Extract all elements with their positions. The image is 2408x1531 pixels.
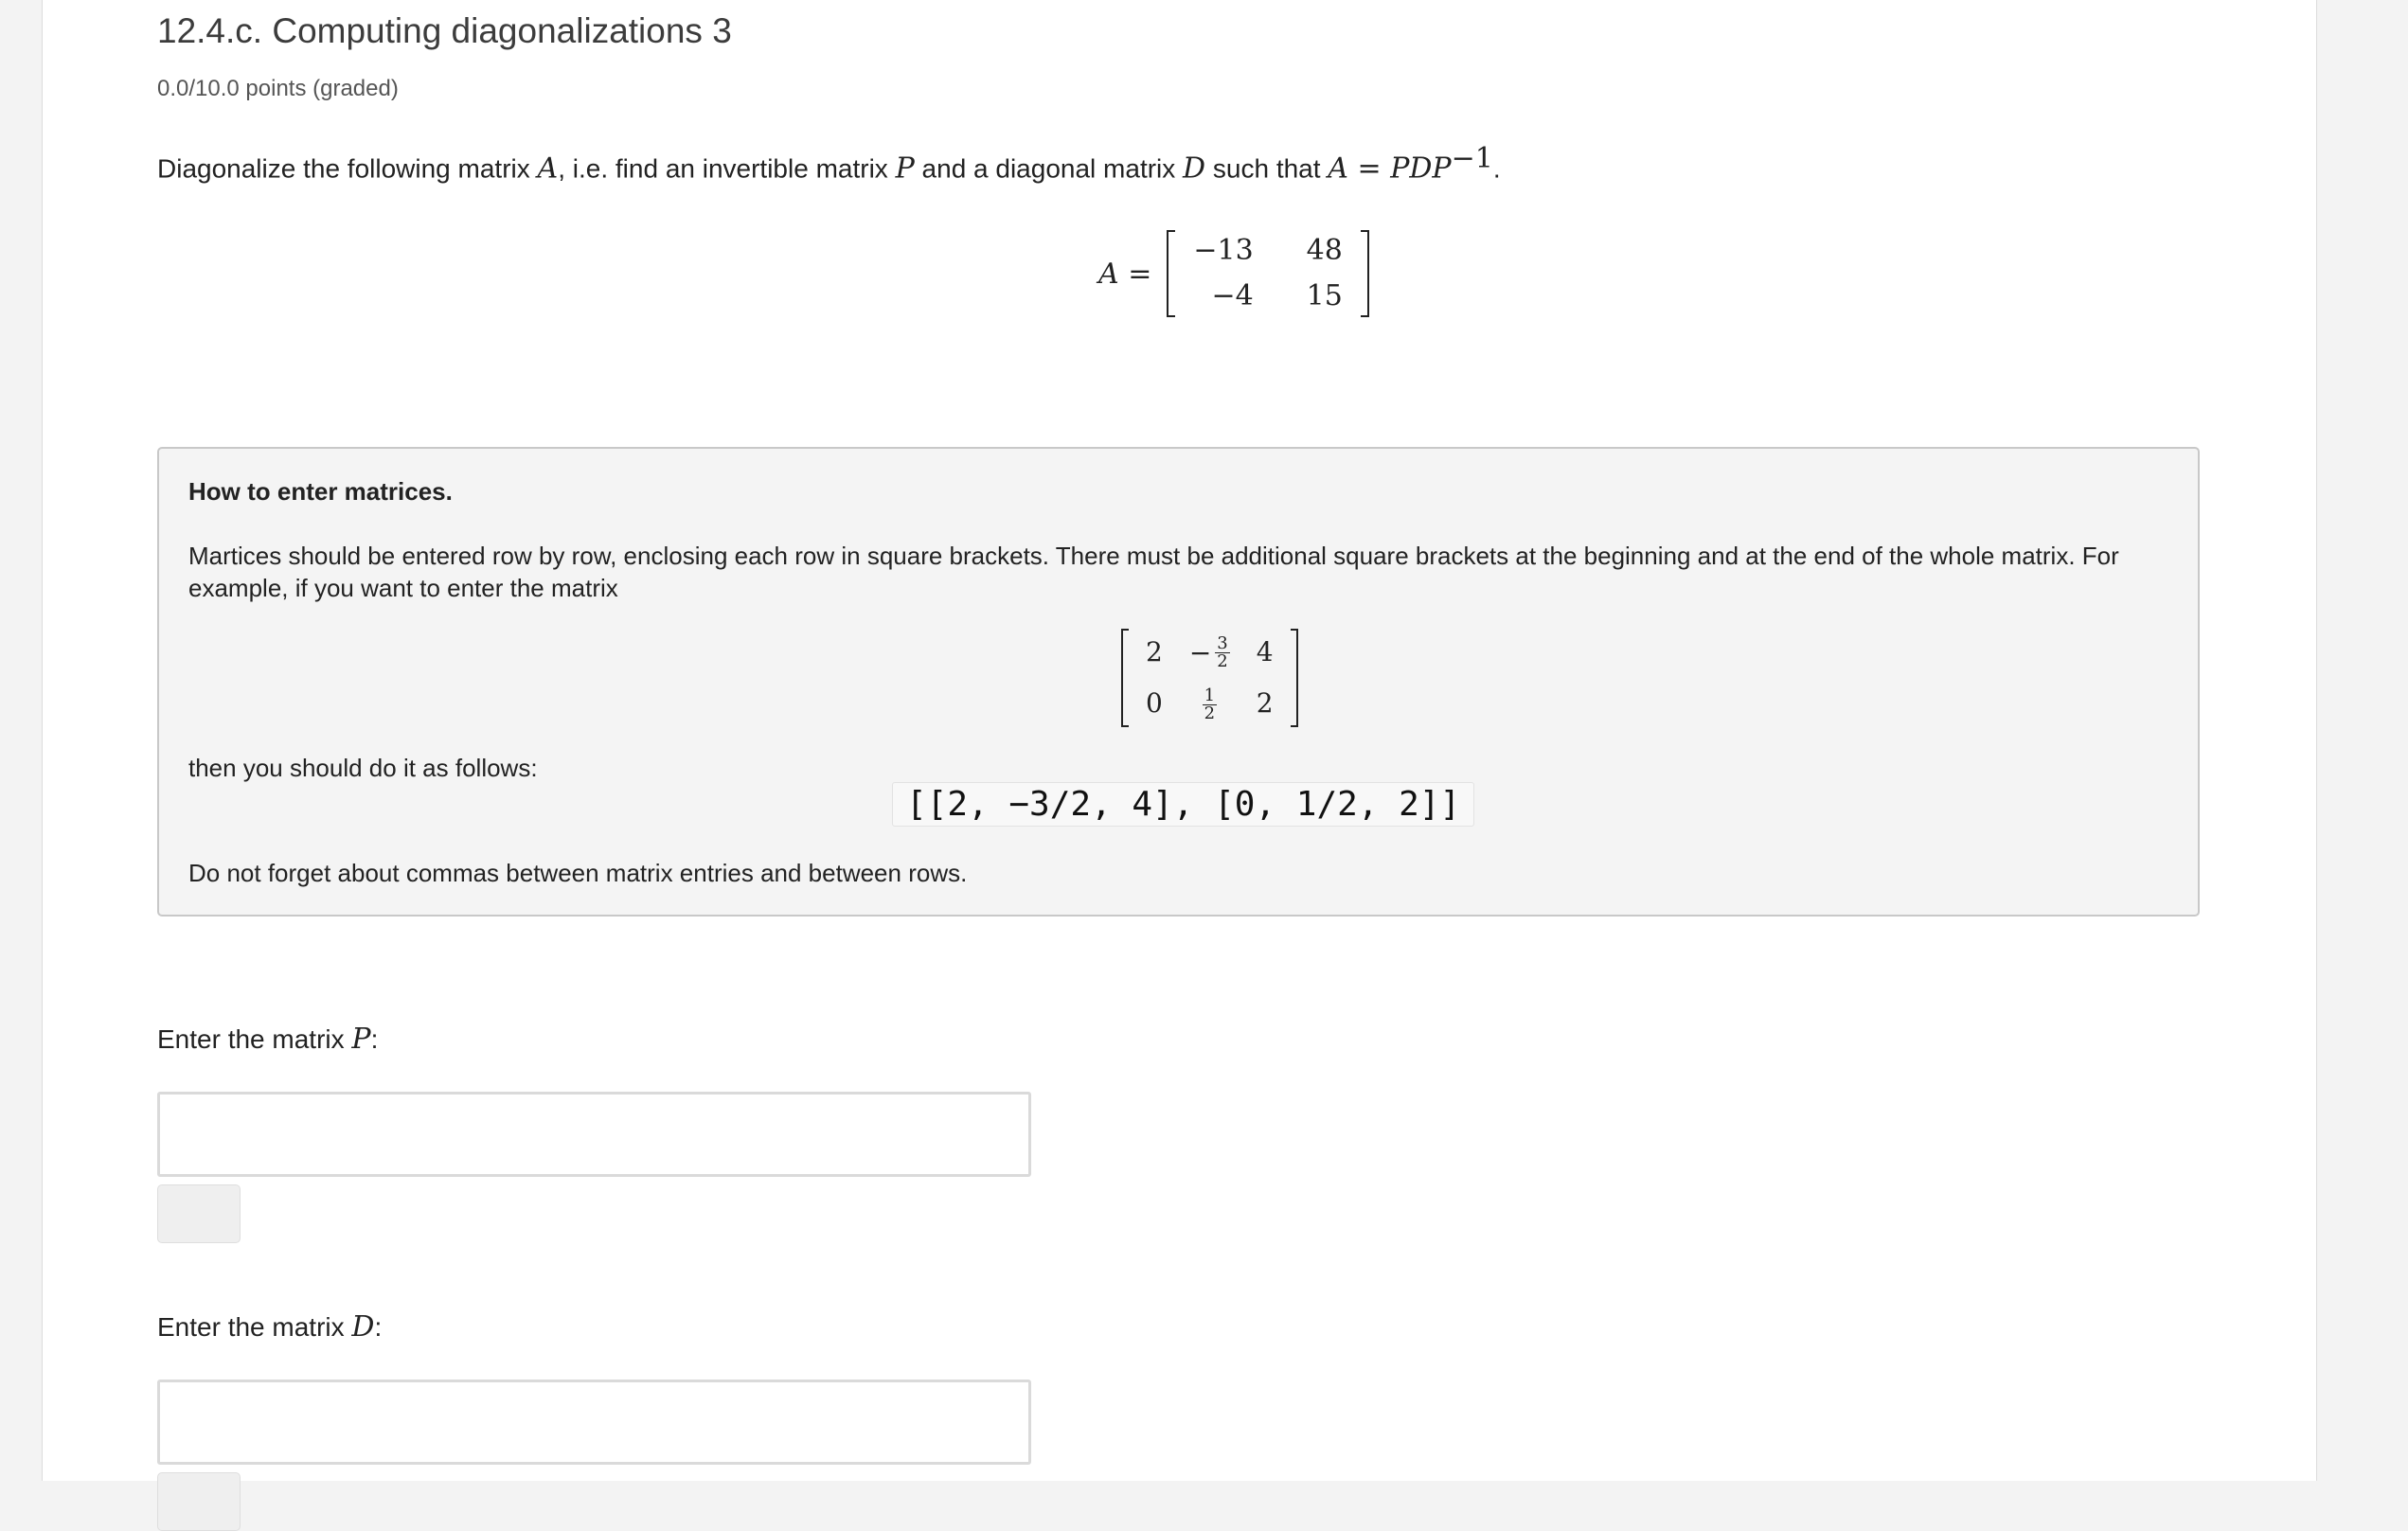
fraction	[1203, 687, 1217, 722]
matrix-entry-help-box	[157, 447, 2200, 917]
statement-text: .	[1492, 153, 1501, 184]
matrix-a-brackets	[1167, 228, 1369, 319]
points-status: 0.0/10.0 points (graded)	[157, 76, 399, 101]
matrix-cell: 48	[1306, 234, 1343, 267]
label-text: Enter the matrix	[157, 1312, 352, 1342]
matrix-row	[1178, 228, 1358, 274]
matrix-p-label	[157, 1023, 378, 1056]
math-var-a: A	[537, 151, 559, 186]
fraction-denominator: 2	[1204, 703, 1216, 723]
problem-page	[42, 0, 2317, 1481]
example-matrix-table	[1133, 627, 1287, 729]
matrix-a-table	[1178, 228, 1358, 319]
matrix-row	[1178, 274, 1358, 319]
matrix-cell	[1176, 627, 1243, 678]
example-matrix	[1121, 627, 1298, 736]
help-title: How to enter matrices.	[188, 477, 453, 506]
statement-text: and a diagonal matrix	[914, 153, 1184, 184]
matrix-row	[1133, 678, 1287, 729]
matrix-a-lhs	[1098, 258, 1151, 291]
math-var-p: P	[351, 1023, 371, 1056]
math-eq-sign: =	[1347, 151, 1391, 186]
matrix-d-label	[157, 1310, 382, 1344]
matrix-cell: 4	[1256, 636, 1274, 668]
math-var-d: D	[351, 1310, 375, 1344]
label-text: Enter the matrix	[157, 1024, 352, 1054]
label-text: :	[374, 1312, 383, 1342]
math-exponent: −1	[1451, 142, 1493, 175]
matrix-cell: 2	[1146, 636, 1163, 668]
code-example: [[2, −3/2, 4], [0, 1/2, 2]]	[892, 782, 1474, 827]
matrix-cell	[1176, 678, 1243, 729]
minus-sign: −	[1188, 636, 1212, 668]
matrix-cell: 15	[1306, 279, 1343, 312]
statement-text: Diagonalize the following matrix	[157, 153, 538, 184]
fraction-denominator: 2	[1217, 651, 1228, 672]
problem-statement	[157, 142, 1501, 185]
math-var-p: P	[895, 151, 915, 186]
matrix-cell: 2	[1256, 687, 1274, 719]
matrix-row	[1133, 627, 1287, 678]
label-text: :	[370, 1024, 379, 1054]
matrix-p-preview-button[interactable]	[157, 1184, 241, 1243]
statement-text: , i.e. find an invertible matrix	[558, 153, 896, 184]
matrix-a-display	[1098, 232, 1369, 315]
matrix-cell: −4	[1211, 279, 1254, 312]
example-matrix-brackets	[1121, 627, 1298, 729]
problem-title: 12.4.c. Computing diagonalizations 3	[157, 11, 732, 50]
matrix-cell: 0	[1146, 687, 1163, 719]
help-paragraph: then you should do it as follows:	[188, 754, 538, 782]
matrix-cell: −13	[1193, 234, 1254, 267]
matrix-a-name: A	[1098, 257, 1119, 291]
fraction-numerator: 1	[1204, 685, 1216, 705]
fraction	[1215, 635, 1229, 670]
help-paragraph: Do not forget about commas between matrix entries and between rows.	[188, 859, 968, 887]
math-eq-rhs: PDP	[1390, 151, 1452, 186]
fraction-numerator: 3	[1217, 633, 1228, 654]
help-paragraph: Martices should be entered row by row, enclosing each row in square brackets. There must be additional square brackets at the beginning and at the end of the whole matrix. For example, if you want to enter the matrix	[188, 542, 2119, 602]
matrix-a-equals: =	[1128, 257, 1152, 291]
matrix-d-preview-button[interactable]	[157, 1472, 241, 1531]
math-eq-lhs: A	[1328, 151, 1348, 186]
statement-text: such that	[1205, 153, 1329, 184]
matrix-d-input[interactable]	[157, 1380, 1031, 1465]
matrix-p-input[interactable]	[157, 1092, 1031, 1177]
math-var-d: D	[1183, 151, 1206, 186]
